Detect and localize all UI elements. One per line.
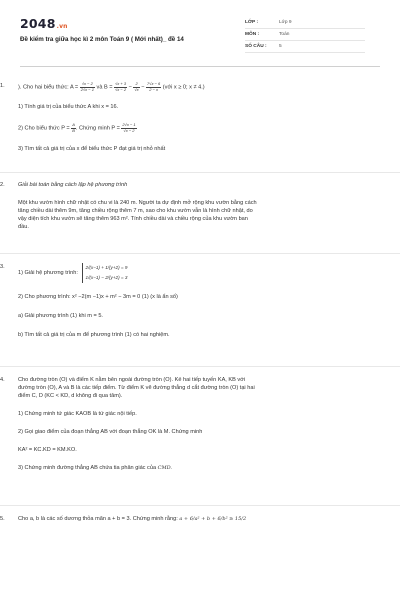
header-rule [20, 66, 380, 67]
q4-part-3: 3) Chứng minh đường thẳng AB chứa tia phân giác của CMD. [18, 465, 172, 471]
question-3: 3. 1) Giải hệ phương trình: 2/(x−1) + 1/(y+2) = 9 1/(x−1) − 2/(y+2) = 3 2) Cho phương trình: x² −2(m −1)x + m² − 3m = 0 (1) (x là ẩn số) a) Giải phương trình (1) khi m = 5. b) Tìm tất cả giá trị của m để phương trình (1) có hai nghiệm. [0, 263, 360, 339]
exam-title: Đề kiểm tra giữa học kì 2 môn Toán 9 ( Mới nhất)_ đề 14 [20, 36, 184, 43]
divider [0, 505, 400, 506]
q4-part-1: 1) Chứng minh tứ giác KAOB là tứ giác nội tiếp. [18, 411, 137, 417]
q3-part-2b: b) Tìm tất cả giá trị của m để phương trình (1) có hai nghiệm. [18, 332, 170, 338]
site-logo[interactable]: 2048.vn [20, 16, 68, 31]
page-header [20, 14, 380, 66]
meta-row-class: LỚP : Lớp 9 [245, 17, 365, 29]
q1-part-3: 3) Tìm tất cả giá trị của x để biểu thức P đạt giá trị nhỏ nhất [18, 146, 166, 152]
q4-text: Cho đường tròn (O) và điểm K nằm bên ngoài đường tròn (O). Kẻ hai tiếp tuyến KA, KB với đường tròn (O), A và B là các tiếp điểm. Từ điểm K vẽ đường thẳng d cắt đường tròn (O) tại hai điểm C, D (KC < KD, d không đi qua tâm). [18, 377, 255, 399]
q5-inequality: a + 6/a² + b + 6/b² ≥ 15/2 [179, 516, 247, 522]
divider [0, 172, 400, 173]
question-5: 5. Cho a, b là các số dương thỏa mãn a + b = 3. Chứng minh rằng: a + 6/a² + b + 6/b² ≥ 15/2 [0, 515, 360, 523]
q1-part-1: 1) Tính giá trị của biểu thức A khi x = 16. [18, 104, 119, 110]
q2-text: Một khu vườn hình chữ nhật có chu vi là 240 m. Người ta dự định mở rộng khu vườn bằng cách tăng chiều dài thêm 9m, tăng chiều rộng thêm 7 m, sao cho khu vườn vẫn là hình chữ nhật, do vậy diện tích khu vườn sẽ tăng thêm 963 m². Tính chiều dài và chiều rộng của khu vườn ban đầu. [18, 200, 257, 230]
q2-heading: Giải bài toán bằng cách lập hệ phương trình [18, 182, 128, 188]
meta-row-count: SỐ CÂU : 5 [245, 41, 365, 53]
question-4: 4. Cho đường tròn (O) và điểm K nằm bên ngoài đường tròn (O). Kẻ hai tiếp tuyến KA, KB với đường tròn (O), A và B là các tiếp điểm. Từ điểm K vẽ đường thẳng d cắt đường tròn (O) tại hai điểm C, D (KC < KD, d không đi qua tâm). 1) Chứng minh tứ giác KAOB là tứ giác nội tiếp. 2) Gọi giao điểm của đoạn thẳng AB với đoạn thẳng OK là M. Chứng minh KA² = KC.KD = KM.KO. 3) Chứng minh đường thẳng AB chứa tia phân giác của CMD. [0, 376, 360, 472]
meta-row-subject: MÔN : Toán [245, 29, 365, 41]
q3-part-1: 1) Giải hệ phương trình: 2/(x−1) + 1/(y+2) = 9 1/(x−1) − 2/(y+2) = 3 [18, 263, 360, 283]
fraction-b3: $\frac{7√x - 6}{2 - x}$ [147, 81, 161, 92]
exam-meta [245, 17, 365, 53]
q3-part-2a: a) Giải phương trình (1) khi m = 5. [18, 313, 103, 319]
q5-text: Cho a, b là các số dương thỏa mãn a + b = 3. Chứng minh rằng: a + 6/a² + b + 6/b² ≥ 15/2 [18, 516, 247, 522]
question-2: 2. Giải bài toán bằng cách lập hệ phương trình Một khu vườn hình chữ nhật có chu vi là 240 m. Người ta dự định mở rộng khu vườn bằng cách tăng chiều dài thêm 9m, tăng chiều rộng thêm 7 m, sao cho khu vườn vẫn là hình chữ nhật, do vậy diện tích khu vườn sẽ tăng thêm 963 m². Tính chiều dài và chiều rộng của khu vườn ban đầu. [0, 181, 360, 231]
equation-system: 2/(x−1) + 1/(y+2) = 9 1/(x−1) − 2/(y+2) = 3 [82, 263, 128, 283]
fraction-p2: $\frac{2√x - 1}{√x - 2}$ [122, 122, 136, 133]
q1-part-2: 2) Cho biểu thức P = $\frac{A}{B}$ . Chứng minh P = $\frac{2√x - 1}{√x - 2}$ [18, 122, 136, 133]
divider [0, 253, 400, 254]
q4-part-2: 2) Gọi giao điểm của đoạn thẳng AB với đoạn thẳng OK là M. Chứng minh [18, 429, 203, 435]
question-1: 1. ). Cho hai biểu thức: A = $\frac{√x - 2}{2√x - 1}$ và B = $\frac{√x + 3}{√x - 2}$ − $\frac{2}{√x}$ − $\frac{7√x - 6}{2 - x}$ (với x ≥ 0; x ≠ 4.) 1) Tính giá trị của biểu thức A khi x = 16. 2) Cho biểu thức P = $\frac{A}{B}$ . Chứng minh P = $\frac{2√x - 1}{√x - 2}$ 3) Tìm tất cả giá trị của x để biểu thức P đạt giá trị nhỏ nhất [0, 82, 360, 153]
fraction-a: $\frac{√x - 2}{2√x - 1}$ [80, 81, 94, 92]
q1-intro: ). Cho hai biểu thức: A = $\frac{√x - 2}{2√x - 1}$ và B = $\frac{√x + 3}{√x - 2}$ − $\frac{2}{√x}$ − $\frac{7√x - 6}{2 - x}$ (với x ≥ 0; x ≠ 4.) [18, 81, 205, 92]
fraction-b1: $\frac{√x + 3}{√x - 2}$ [115, 81, 127, 92]
q3-part-2: 2) Cho phương trình: x² −2(m −1)x + m² − 3m = 0 (1) (x là ẩn số) [18, 294, 178, 300]
q4-part-2-eq: KA² = KC.KD = KM.KO. [18, 447, 77, 453]
divider [0, 366, 400, 367]
fraction-b2: $\frac{2}{√x}$ [134, 81, 139, 92]
fraction-p1: $\frac{A}{B}$ [72, 122, 75, 133]
